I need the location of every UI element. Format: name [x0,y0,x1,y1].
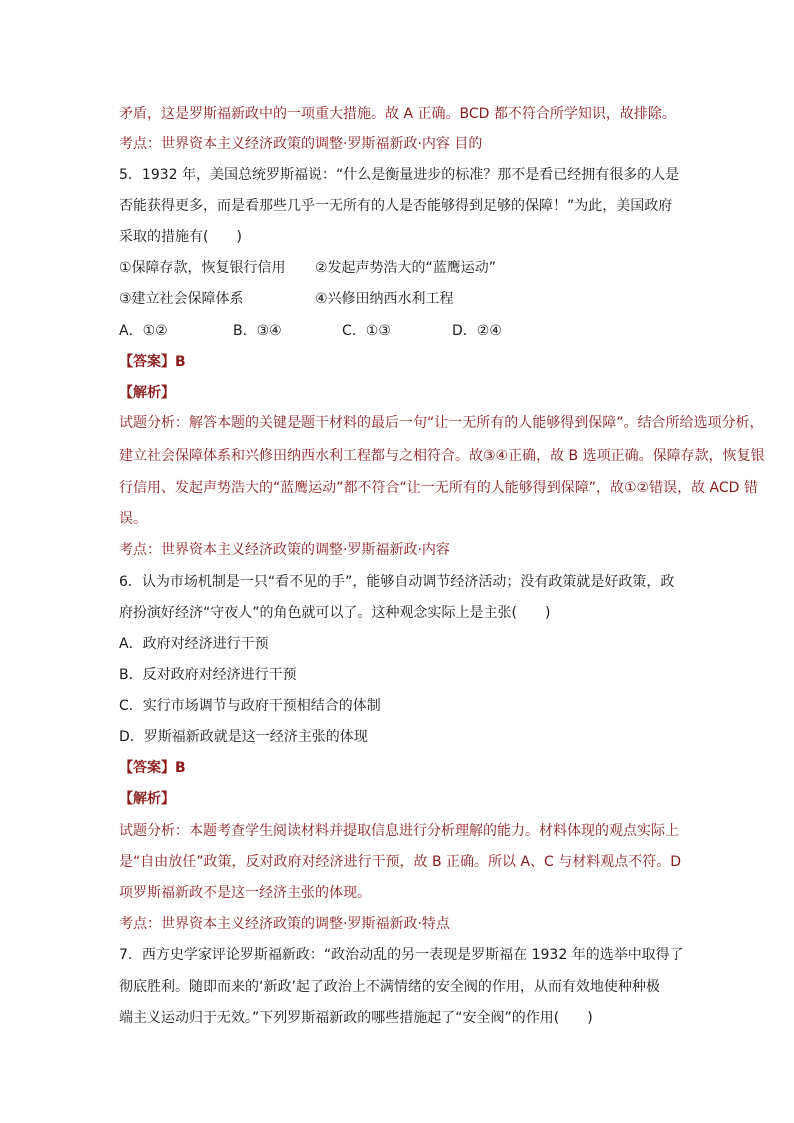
q6-option-d: D．罗斯福新政就是这一经济主张的体现 [119,729,368,745]
q5-item-4: ④兴修田纳西水利工程 [315,291,454,307]
q5-analysis-line4: 误。 [119,511,147,527]
q5-option-c: C．①③ [342,323,391,339]
q5-item-2: ②发起声势浩大的“蓝鹰运动” [315,260,497,276]
q5-analysis-label: 【解析】 [119,385,175,401]
prev-analysis-line: 矛盾，这是罗斯福新政中的一项重大措施。故 A 正确。BCD 都不符合所学知识，故排除。 [119,106,676,122]
q5-answer: 【答案】B [119,354,186,370]
q5-option-a: A．①② [119,323,168,339]
q5-analysis-line3: 行信用、发起声势浩大的“蓝鹰运动”都不符合“让一无所有的人能够得到保障”，故①②错误，故 ACD 错 [119,480,758,496]
q6-answer: 【答案】B [119,760,186,776]
q5-item-3: ③建立社会保障体系 [119,291,244,307]
q6-kaodian: 考点：世界资本主义经济政策的调整·罗斯福新政·特点 [119,916,450,932]
q6-option-c: C．实行市场调节与政府干预相结合的体制 [119,698,381,714]
q5-option-b: B．③④ [233,323,282,339]
q5-stem-line3: 采取的措施有( ) [119,229,242,245]
q6-stem-line2: 府扮演好经济“守夜人”的角色就可以了。这种观念实际上是主张( ) [119,605,551,621]
q5-kaodian: 考点：世界资本主义经济政策的调整·罗斯福新政·内容 [119,542,450,558]
q5-stem-line1: 5．1932 年，美国总统罗斯福说：“什么是衡量进步的标准？那不是看已经拥有很多的人是 [119,167,680,183]
q7-stem-line1: 7．西方史学家评论罗斯福新政：“政治动乱的另一表现是罗斯福在 1932 年的选举中取得了 [119,947,684,963]
q6-analysis-line3: 项罗斯福新政不是这一经济主张的体现。 [119,885,371,901]
q6-stem-line1: 6．认为市场机制是一只“看不见的手”，能够自动调节经济活动；没有政策就是好政策，政 [119,574,675,590]
q5-analysis-line1: 试题分析：解答本题的关键是题干材料的最后一句“让一无所有的人能够得到保障”。结合所给选项分析， [119,415,764,431]
q6-analysis-line2: 是“自由放任”政策，反对政府对经济进行干预，故 B 正确。所以 A、C 与材料观点不符。D [119,854,682,870]
q7-stem-line2: 彻底胜利。随即而来的‘新政’起了政治上不满情绪的安全阀的作用，从而有效地使种种极 [119,979,660,995]
prev-kaodian: 考点：世界资本主义经济政策的调整·罗斯福新政·内容 目的 [119,136,483,152]
q5-stem-line2: 否能获得更多，而是看那些几乎一无所有的人是否能够得到足够的保障！”为此，美国政府 [119,198,673,214]
q7-stem-line3: 端主义运动归于无效。”下列罗斯福新政的哪些措施起了“安全阀”的作用( ) [119,1010,593,1026]
q5-item-1: ①保障存款，恢复银行信用 [119,260,286,276]
q6-option-a: A．政府对经济进行干预 [119,636,269,652]
q5-analysis-line2: 建立社会保障体系和兴修田纳西水利工程都与之相符合。故③④正确，故 B 选项正确。保障存款，恢复银 [119,448,765,464]
q6-analysis-line1: 试题分析：本题考查学生阅读材料并提取信息进行分析理解的能力。材料体现的观点实际上 [119,823,679,839]
q5-option-d: D．②④ [452,323,502,339]
q6-option-b: B．反对政府对经济进行干预 [119,667,297,683]
q6-analysis-label: 【解析】 [119,791,175,807]
